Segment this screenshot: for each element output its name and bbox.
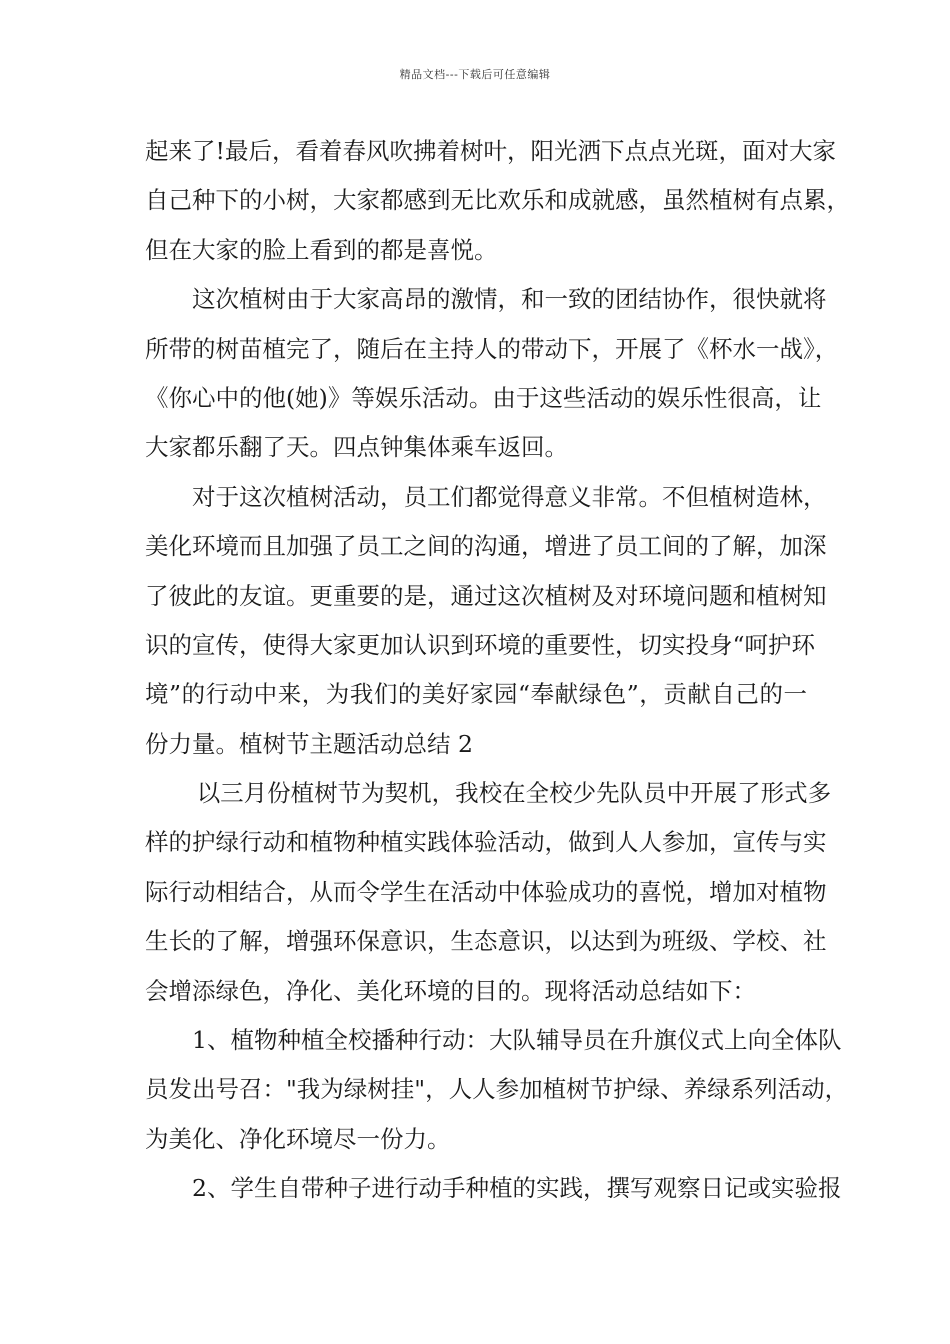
text-line: 样的护绿行动和植物种植实践体验活动，做到人人参加，宣传与实 <box>145 828 827 857</box>
text-line: 大家都乐翻了天。四点钟集体乘车返回。 <box>145 433 568 462</box>
text-line: 以三月份植树节为契机，我校在全校少先队员中开展了形式多 <box>196 779 832 808</box>
text-line: 为美化、净化环境尽一份力。 <box>145 1124 451 1153</box>
text-line: 际行动相结合，从而令学生在活动中体验成功的喜悦，增加对植物 <box>145 877 827 906</box>
text-line: 但在大家的脸上看到的都是喜悦。 <box>145 235 498 264</box>
text-line: 境”的行动中来，为我们的美好家园“奉献绿色”，贡献自己的一 <box>145 680 807 709</box>
text-line: 所带的树苗植完了，随后在主持人的带动下，开展了《杯水一战》， <box>145 334 839 363</box>
text-line: 员发出号召："我为绿树挂"，人人参加植树节护绿、养绿系列活动， <box>145 1075 849 1104</box>
text-line: 2、学生自带种子进行动手种植的实践，撰写观察日记或实验报 <box>192 1174 842 1203</box>
document-body <box>145 127 850 1214</box>
text-line: 这次植树由于大家高昂的激情，和一致的团结协作，很快就将 <box>192 285 827 314</box>
page-header: 精品文档---下载后可任意编辑 <box>399 68 551 81</box>
text-line: 份力量。植树节主题活动总结 2 <box>145 729 473 758</box>
text-line: 自己种下的小树，大家都感到无比欢乐和成就感，虽然植树有点累， <box>145 186 850 215</box>
text-line: 《你心中的他(她)》等娱乐活动。由于这些活动的娱乐性很高，让 <box>145 383 822 412</box>
text-line: 美化环境而且加强了员工之间的沟通，增进了员工间的了解，加深 <box>145 532 827 561</box>
text-line: 了彼此的友谊。更重要的是，通过这次植树及对环境问题和植树知 <box>145 581 827 610</box>
text-line: 对于这次植树活动，员工们都觉得意义非常。不但植树造林， <box>192 482 827 511</box>
text-line: 起来了!最后，看着春风吹拂着树叶，阳光洒下点点光斑，面对大家 <box>145 137 836 165</box>
text-line: 1、植物种植全校播种行动：大队辅导员在升旗仪式上向全体队 <box>192 1026 842 1055</box>
text-line: 会增添绿色，净化、美化环境的目的。现将活动总结如下： <box>145 976 756 1005</box>
text-line: 识的宣传，使得大家更加认识到环境的重要性，切实投身“呵护环 <box>145 630 816 659</box>
text-line: 生长的了解，增强环保意识，生态意识，以达到为班级、学校、社 <box>145 927 827 956</box>
